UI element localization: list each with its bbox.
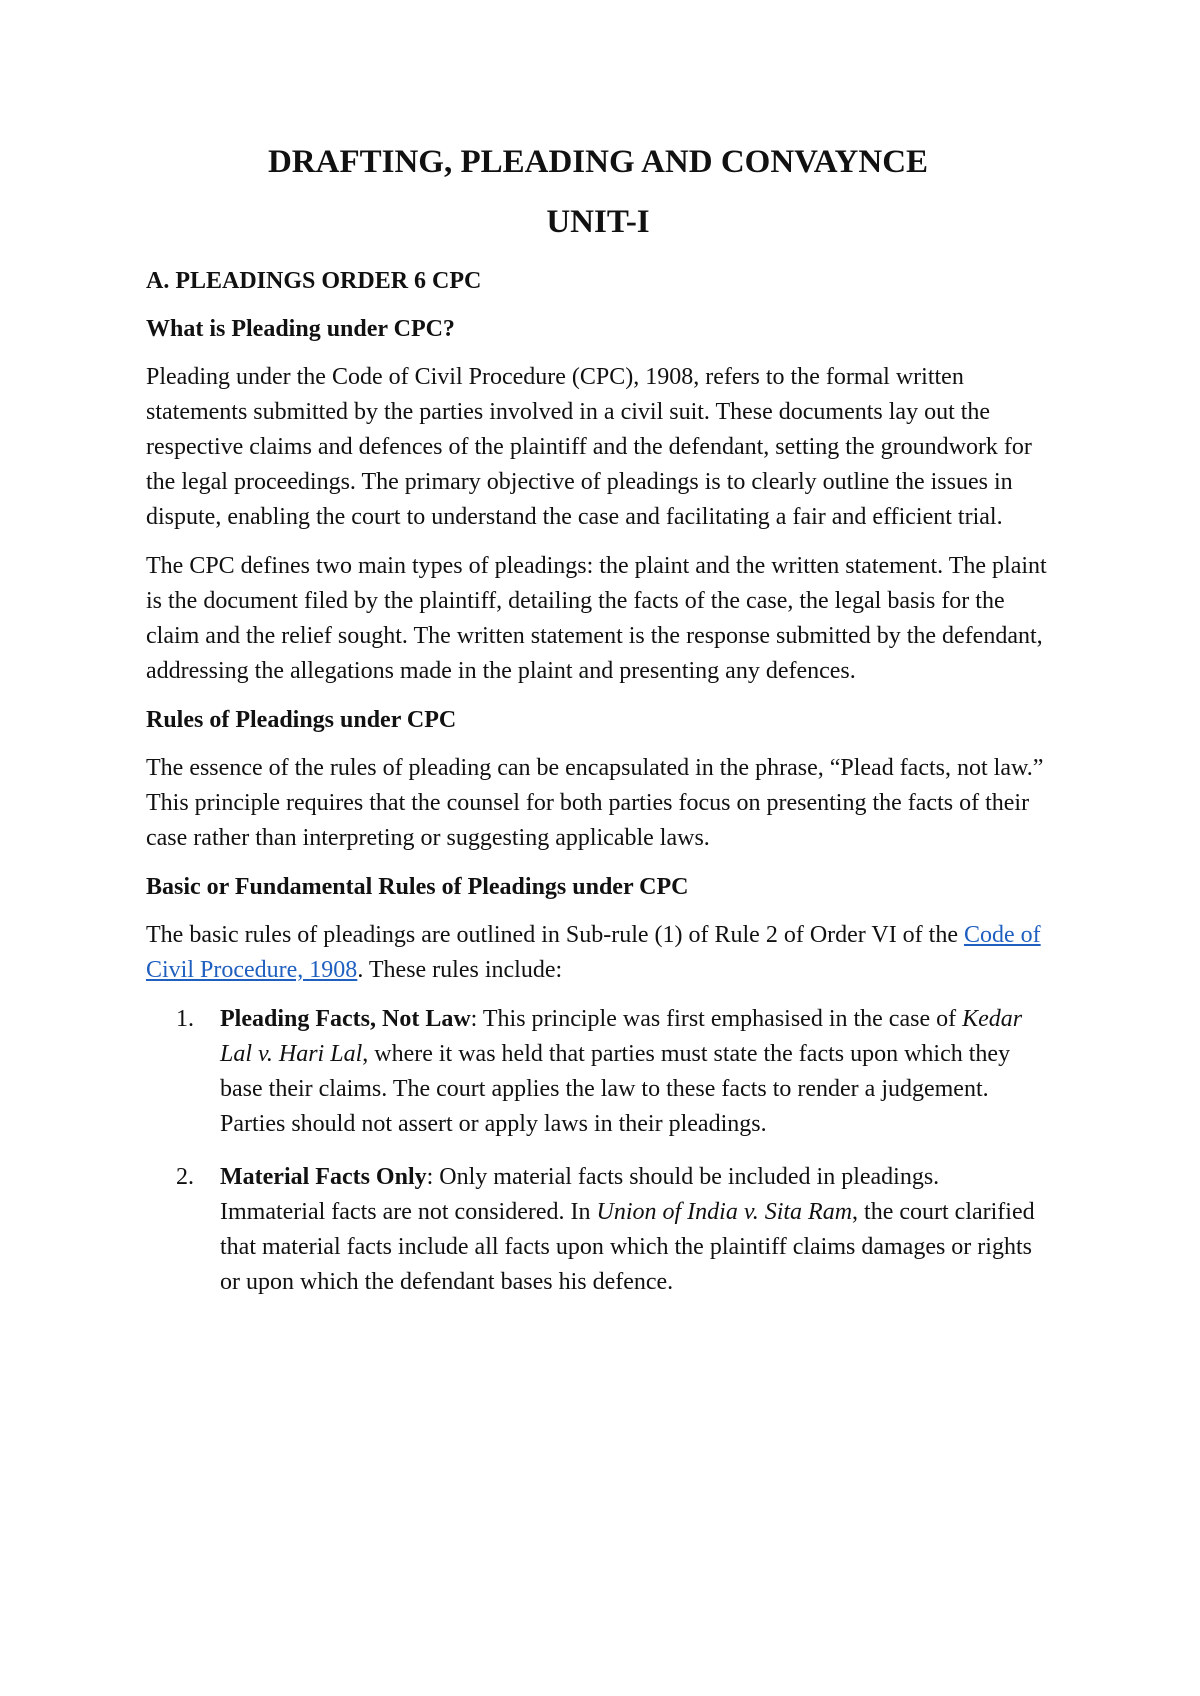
unit-heading: UNIT-I: [546, 204, 650, 240]
list-item-number: 2.: [176, 1164, 194, 1190]
rule-text: , where it was held that parties must state the facts upon which they base their claims. The court applies the law to these facts to render a judgement. Parties should not assert or apply laws in their pleadings.: [220, 1041, 1011, 1137]
rule-term: Material Facts Only: [220, 1164, 427, 1190]
rules-list: [146, 1002, 1050, 1300]
case-name: Kedar Lal v. Hari Lal: [220, 1006, 1023, 1067]
cpc-link[interactable]: Code of Civil Procedure, 1908: [146, 922, 1041, 983]
case-name: Union of India v. Sita Ram: [596, 1199, 853, 1225]
paragraph-rules-essence: The essence of the rules of pleading can be encapsulated in the phrase, “Plead facts, not law.” This principle requires that the counsel for both parties focus on presenting the facts of their case rather than interpreting or suggesting applicable laws.: [146, 755, 1044, 851]
question-heading: What is Pleading under CPC?: [146, 316, 455, 342]
basic-rules-heading: Basic or Fundamental Rules of Pleadings under CPC: [146, 874, 689, 900]
paragraph-pleading-types: The CPC defines two main types of pleadings: the plaint and the written statement. The plaint is the document filed by the plaintiff, detailing the facts of the case, the legal basis for the claim and the relief sought. The written statement is the response submitted by the defendant, addressing the allegations made in the plaint and presenting any defences.: [146, 553, 1047, 684]
rule-term: Pleading Facts, Not Law: [220, 1006, 471, 1032]
rule-text: : This principle was first emphasised in the case of: [470, 1006, 963, 1032]
rule-text: : Only material facts should be included in pleadings. Immaterial facts are not considered. In: [220, 1164, 940, 1225]
basic-rules-text-after: . These rules include:: [357, 957, 563, 983]
basic-rules-text-before: The basic rules of pleadings are outlined in Sub-rule (1) of Rule 2 of Order VI of the: [146, 922, 964, 948]
document-title: DRAFTING, PLEADING AND CONVAYNCE: [267, 144, 929, 180]
paragraph-basic-rules: [146, 918, 1050, 988]
rules-heading: Rules of Pleadings under CPC: [146, 707, 457, 733]
rule-text: , the court clarified that material facts include all facts upon which the plaintiff claims damages or rights or upon which the defendant bases his defence.: [220, 1199, 1035, 1295]
list-item-number: 1.: [176, 1006, 194, 1032]
list-item: [176, 1002, 1050, 1142]
section-heading: A. PLEADINGS ORDER 6 CPC: [146, 268, 482, 294]
paragraph-pleading-definition: Pleading under the Code of Civil Procedure (CPC), 1908, refers to the formal written statements submitted by the parties involved in a civil suit. These documents lay out the respective claims and defences of the plaintiff and the defendant, setting the groundwork for the legal proceedings. The primary objective of pleadings is to clearly outline the issues in dispute, enabling the court to understand the case and facilitating a fair and efficient trial.: [146, 364, 1032, 530]
list-item: [176, 1160, 1050, 1300]
